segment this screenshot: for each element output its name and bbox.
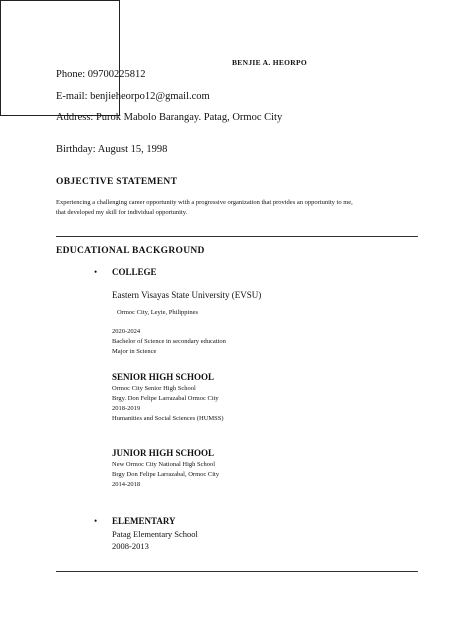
address-line: Address: Purok Mabolo Barangay. Patag, Ormoc City — [56, 112, 283, 123]
college-details — [112, 327, 226, 357]
senior-high-details — [112, 384, 224, 424]
senior-high-years: 2018-2019 — [112, 405, 141, 412]
college-major: Major in Science — [112, 348, 157, 355]
objective-line-2: that developed my skill for individual opportunity. — [56, 209, 188, 216]
objective-heading: OBJECTIVE STATEMENT — [56, 177, 178, 187]
divider-line — [56, 236, 418, 237]
phone-line: Phone: 09700225812 — [56, 69, 146, 80]
college-degree: Bachelor of Science in secondary education — [112, 338, 226, 345]
senior-high-strand: Humanities and Social Sciences (HUMSS) — [112, 415, 224, 422]
bullet-elementary: • — [94, 516, 98, 526]
senior-high-label: SENIOR HIGH SCHOOL — [112, 372, 215, 382]
junior-high-address: Brgy Don Felipe Larrazabal, Ormoc City — [112, 471, 220, 478]
objective-line-1: Experiencing a challenging career opportunity with a progressive organization that provides an opportunity to me, — [56, 199, 353, 206]
junior-high-school: New Ormoc City National High School — [112, 461, 216, 468]
elementary-school: Patag Elementary School — [112, 529, 198, 539]
divider-line-bottom — [56, 571, 418, 572]
birthday-line: Birthday: August 15, 1998 — [56, 144, 168, 155]
objective-text — [56, 198, 353, 218]
elementary-details — [112, 528, 198, 552]
email-line: E-mail: benjieheorpo12@gmail.com — [56, 91, 210, 102]
junior-high-label: JUNIOR HIGH SCHOOL — [112, 448, 215, 458]
education-heading: EDUCATIONAL BACKGROUND — [56, 246, 205, 256]
bullet-college: • — [94, 267, 98, 277]
college-label: COLLEGE — [112, 267, 157, 277]
applicant-name: BENJIE A. HEORPO — [232, 58, 308, 67]
college-location: Ormoc City, Leyte, Philippines — [117, 309, 198, 316]
senior-high-address: Brgy. Don Felipe Larrazabal Ormoc City — [112, 395, 219, 402]
elementary-label: ELEMENTARY — [112, 516, 176, 526]
junior-high-years: 2014-2018 — [112, 481, 141, 488]
elementary-years: 2008-2013 — [112, 541, 149, 551]
senior-high-school: Ormoc City Senior High School — [112, 385, 196, 392]
college-school: Eastern Visayas State University (EVSU) — [112, 290, 262, 300]
college-years: 2020-2024 — [112, 328, 141, 335]
junior-high-details — [112, 460, 219, 490]
